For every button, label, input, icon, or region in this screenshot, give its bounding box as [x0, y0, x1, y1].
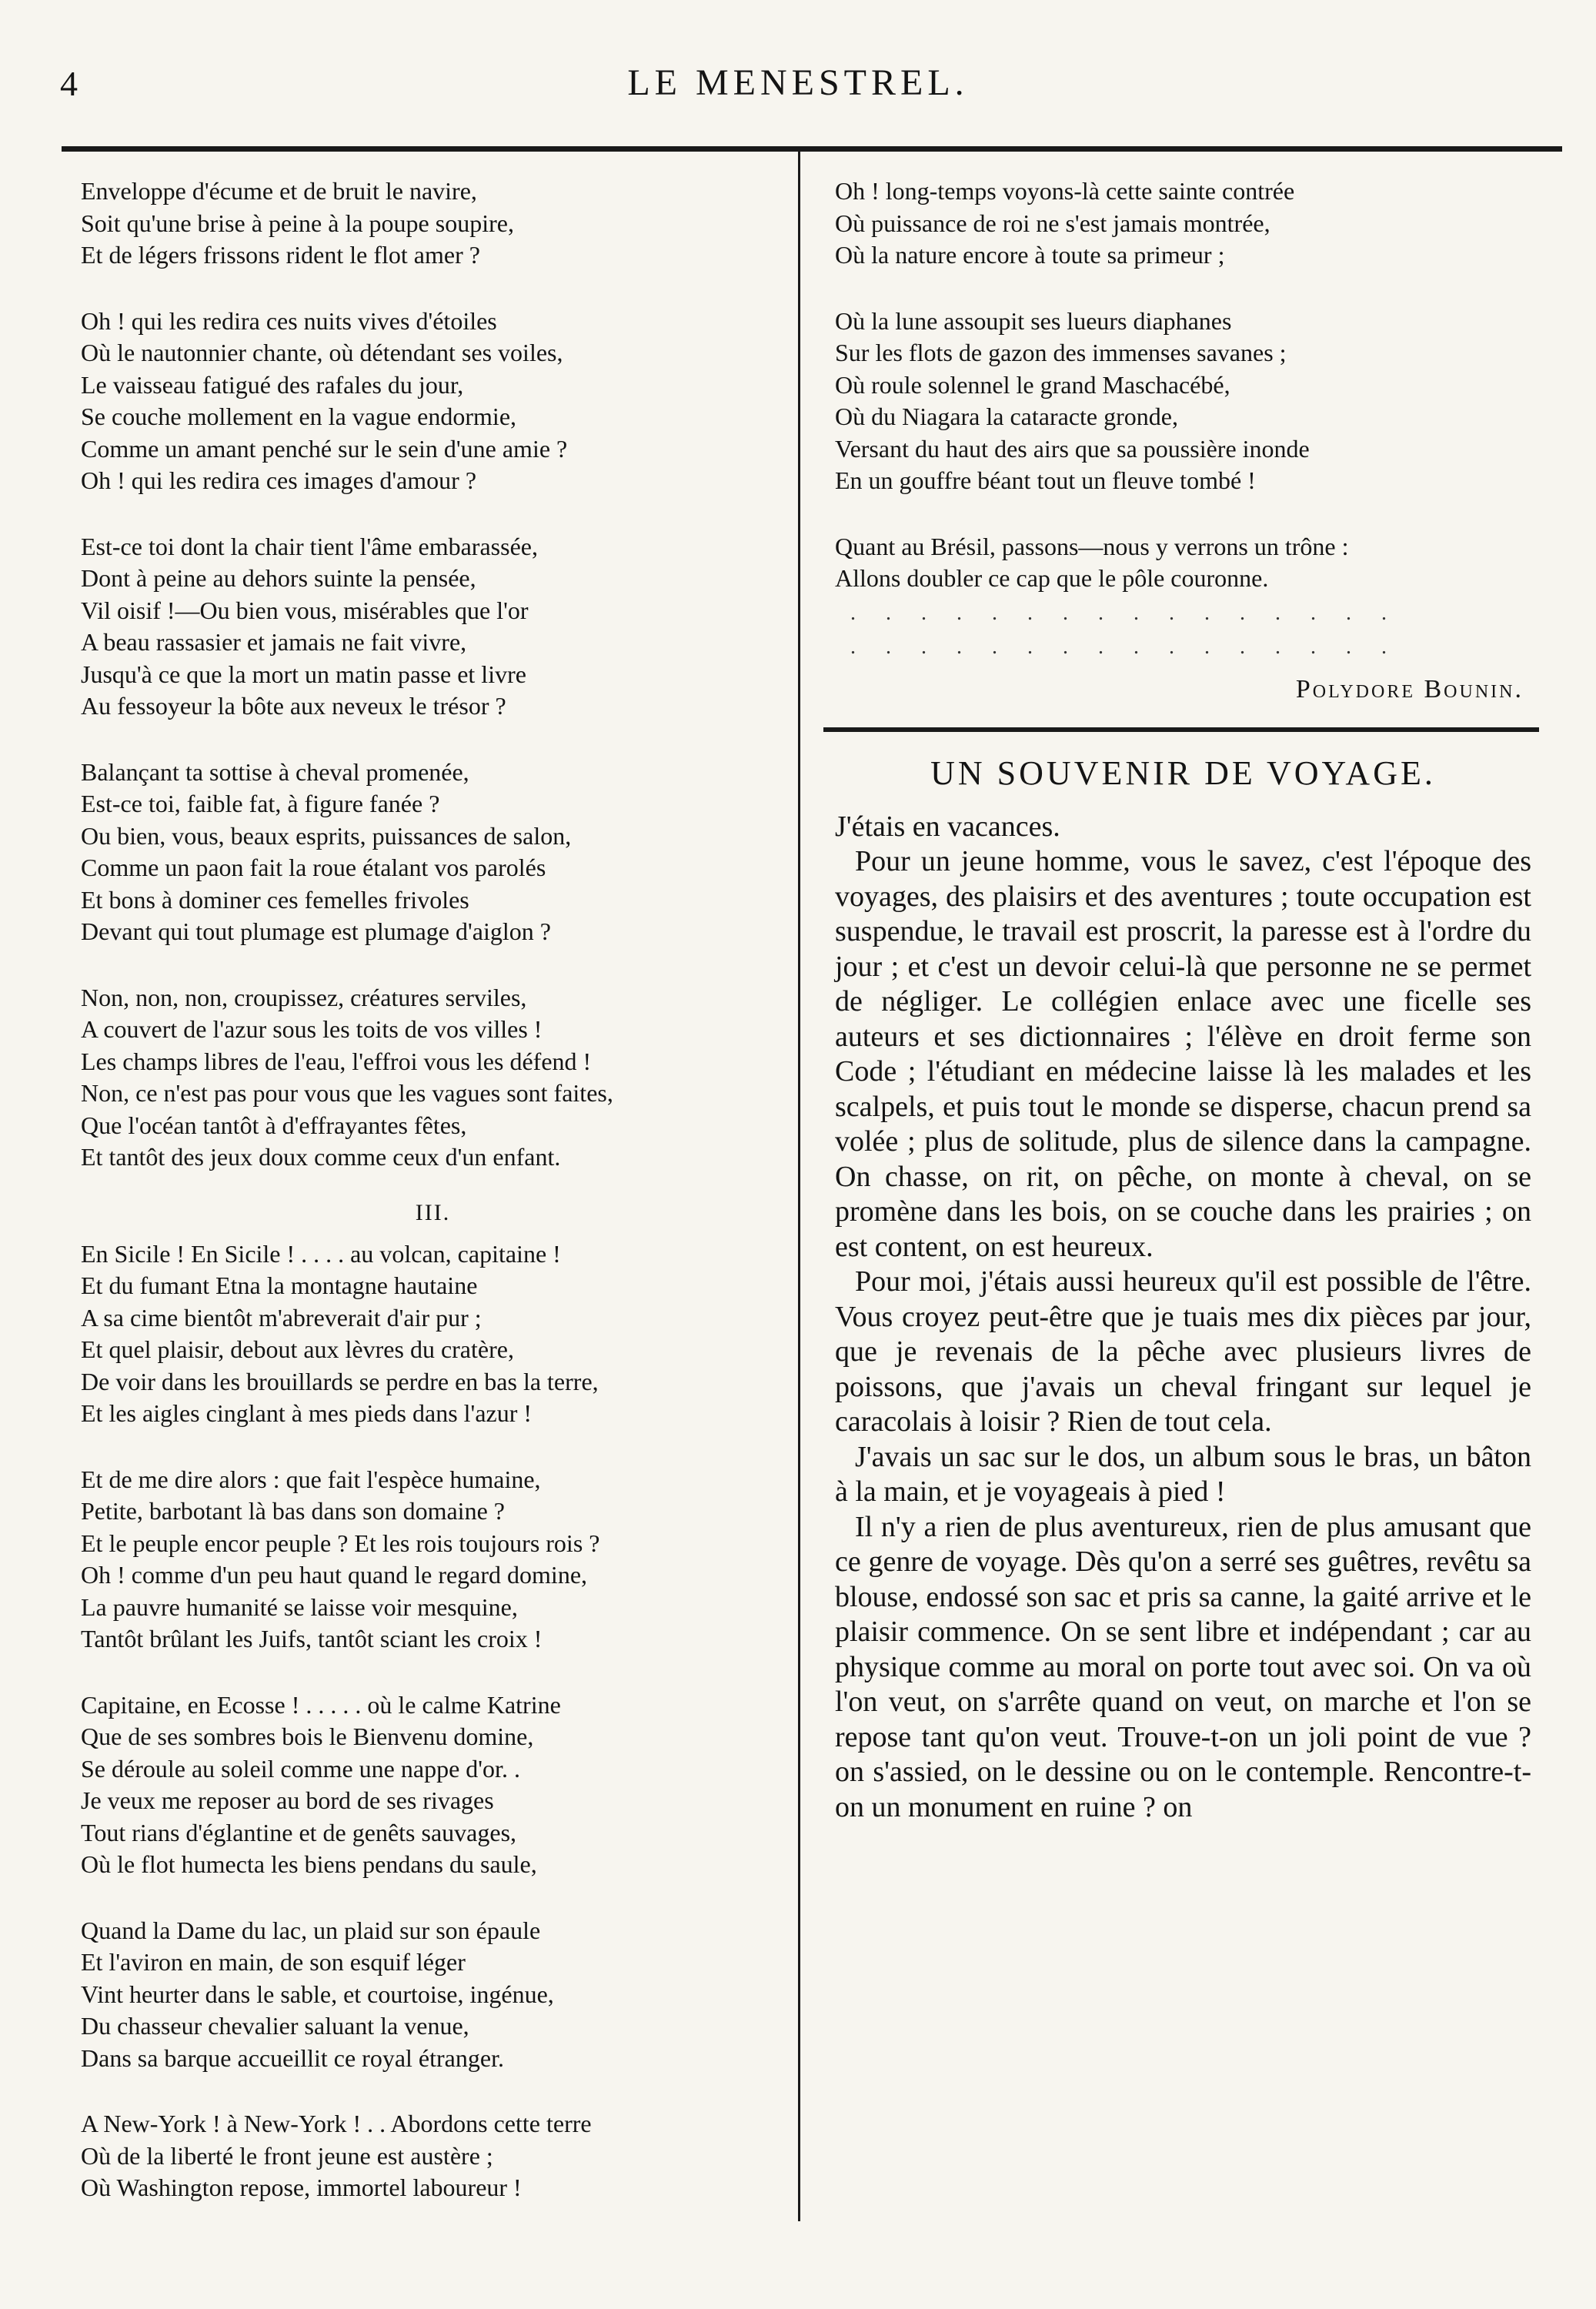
verse-line: Que de ses sombres bois le Bienvenu domine,: [81, 1723, 534, 1750]
verse-line: Oh ! comme d'un peu haut quand le regard domine,: [81, 1561, 588, 1589]
verse-line: Où Washington repose, immortel laboureur !: [81, 2174, 522, 2201]
verse-line: Jusqu'à ce que la mort un matin passe et livre: [81, 660, 526, 688]
verse-line: Se couche mollement en la vague endormie,: [81, 403, 517, 430]
verse-line: Et du fumant Etna la montagne hautaine: [81, 1271, 478, 1299]
article-paragraph: Pour un jeune homme, vous le savez, c'est l'époque des voyages, des plaisirs et des aventures ; toute occupation est suspendue, le travail est proscrit, la paresse est à l'ordre du jour ; et c'est un devoir celui-là que personne ne se permet de négliger. Le collégien enlace avec une ficelle ses auteurs et ses dictionnaires ; l'élève en droit ferme son Code ; l'étudiant en médecine laisse là les malades et les scalpels, et puis tout le monde se disperse, chacun prend sa volée ; plus de solitude, plus de silence dans la campagne. On chasse, on rit, on pêche, on monte à cheval, on se promène dans les bois, on se couche dans les prairies ; on est content, on est heureux.: [835, 845, 1531, 1263]
verse-line: Capitaine, en Ecosse ! . . . . . où le calme Katrine: [81, 1690, 561, 1719]
verse-line: Et tantôt des jeux doux comme ceux d'un enfant.: [81, 1143, 561, 1171]
right-column: [835, 175, 1531, 1825]
verse-line: En Sicile ! En Sicile ! . . . . au volcan, capitaine !: [81, 1239, 561, 1268]
verse-line: Soit qu'une brise à peine à la poupe soupire,: [81, 209, 514, 237]
poem-stanza: [81, 175, 785, 272]
verse-line: Et bons à dominer ces femelles frivoles: [81, 885, 469, 914]
verse-line: Et de légers frissons rident le flot amer ?: [81, 241, 480, 269]
verse-line: Vil oisif !—Ou bien vous, misérables que l'or: [81, 596, 529, 624]
poem-stanza: [835, 175, 1531, 272]
poem-stanza: [835, 531, 1531, 595]
verse-line: Balançant ta sottise à cheval promenée,: [81, 757, 469, 786]
verse-line: Est-ce toi dont la chair tient l'âme embarassée,: [81, 532, 538, 560]
verse-line: Le vaisseau fatigué des rafales du jour,: [81, 370, 464, 399]
article-title: UN SOUVENIR DE VOYAGE.: [930, 754, 1436, 792]
column-divider: [798, 151, 800, 2221]
verse-line: Où puissance de roi ne s'est jamais montrée,: [835, 209, 1270, 237]
verse-line: Enveloppe d'écume et de bruit le navire,: [81, 177, 477, 205]
article-paragraph: J'avais un sac sur le dos, un album sous le bras, un bâton à la main, et je voyageais à pied !: [835, 1440, 1531, 1508]
verse-line: Non, ce n'est pas pour vous que les vagues sont faites,: [81, 1079, 613, 1107]
poem-stanza: [81, 1915, 785, 2075]
verse-line: Petite, barbotant là bas dans son domaine ?: [81, 1497, 505, 1525]
poem-stanza: [81, 982, 785, 1174]
verse-line: De voir dans les brouillards se perdre en bas la terre,: [81, 1367, 599, 1395]
poem-stanza: [81, 306, 785, 497]
verse-line: A sa cime bientôt m'abreverait d'air pur ;: [81, 1303, 482, 1332]
verse-line: Où le flot humecta les biens pendans du saule,: [81, 1850, 537, 1878]
article-separator-rule: [823, 727, 1539, 732]
header-rule: [62, 146, 1562, 152]
verse-line: Oh ! long-temps voyons-là cette sainte contrée: [835, 177, 1295, 205]
verse-line: Comme un amant penché sur le sein d'une amie ?: [81, 434, 568, 463]
verse-line: Vint heurter dans le sable, et courtoise, ingénue,: [81, 1980, 554, 2008]
verse-line: A New-York ! à New-York ! . . Abordons cette terre: [81, 2110, 592, 2137]
verse-line: Dont à peine au dehors suinte la pensée,: [81, 564, 476, 592]
masthead-title: LE MENESTREL.: [627, 62, 969, 103]
verse-line: Sur les flots de gazon des immenses savanes ;: [835, 339, 1287, 366]
verse-line: Comme un paon fait la roue étalant vos parolés: [81, 854, 546, 881]
article-paragraph: Pour moi, j'étais aussi heureux qu'il est possible de l'être. Vous croyez peut-être que je tuais mes dix pièces par jour, que je revenais de la pêche avec plusieurs livres de poissons, que j'avais un cheval fringant sur lequel je caracolais à loisir ? Rien de tout cela.: [835, 1265, 1531, 1438]
poem-stanza: [835, 306, 1531, 497]
verse-line: Et quel plaisir, debout aux lèvres du cratère,: [81, 1335, 514, 1363]
verse-line: Les champs libres de l'eau, l'effroi vous les défend !: [81, 1047, 592, 1075]
section-number: III.: [415, 1199, 451, 1225]
verse-line: Non, non, non, croupissez, créatures serviles,: [81, 983, 527, 1011]
verse-line: Tout rians d'églantine et de genêts sauvages,: [81, 1818, 517, 1846]
verse-line: Devant qui tout plumage est plumage d'aiglon ?: [81, 917, 551, 945]
verse-line: A beau rassasier et jamais ne fait vivre,: [81, 628, 467, 656]
verse-line: Où du Niagara la cataracte gronde,: [835, 403, 1178, 430]
author-signature: Polydore Bounin.: [1295, 674, 1524, 703]
left-column: [81, 175, 785, 2238]
verse-line: Où le nautonnier chante, où détendant ses voiles,: [81, 339, 563, 366]
article-paragraph: J'étais en vacances.: [835, 810, 1060, 843]
verse-line: Ou bien, vous, beaux esprits, puissances de salon,: [81, 821, 572, 850]
verse-line: Je veux me reposer au bord de ses rivages: [81, 1786, 494, 1814]
verse-line: Se déroule au soleil comme une nappe d'or. .: [81, 1754, 520, 1783]
ellipsis-line: . . . . . . . . . . . . . . . .: [850, 634, 1399, 659]
verse-line: Où de la liberté le front jeune est austère ;: [81, 2141, 493, 2170]
verse-line: Quand la Dame du lac, un plaid sur son épaule: [81, 1916, 541, 1944]
verse-line: A couvert de l'azur sous les toits de vos villes !: [81, 1015, 543, 1043]
verse-line: Oh ! qui les redira ces nuits vives d'étoiles: [81, 306, 497, 335]
verse-line: Où la lune assoupit ses lueurs diaphanes: [835, 306, 1232, 335]
verse-line: Versant du haut des airs que sa poussière inonde: [835, 434, 1310, 463]
verse-line: Et de me dire alors : que fait l'espèce humaine,: [81, 1465, 541, 1493]
verse-line: Où la nature encore à toute sa primeur ;: [835, 241, 1225, 269]
verse-line: Que l'océan tantôt à d'effrayantes fêtes,: [81, 1111, 467, 1139]
poem-stanza: [81, 1464, 785, 1656]
verse-line: Du chasseur chevalier saluant la venue,: [81, 2012, 469, 2040]
poem-stanza: [81, 2108, 785, 2204]
verse-line: Allons doubler ce cap que le pôle couronne.: [835, 564, 1269, 592]
poem-stanza: [81, 531, 785, 723]
poem-stanza: [81, 1238, 785, 1430]
page-number: 4: [60, 64, 78, 103]
verse-line: Quant au Brésil, passons—nous y verrons un trône :: [835, 532, 1349, 560]
poem-stanza: [81, 757, 785, 948]
verse-line: Est-ce toi, faible fat, à figure fanée ?: [81, 790, 440, 817]
verse-line: Au fessoyeur la bôte aux neveux le trésor ?: [81, 692, 506, 720]
poem-stanza: [81, 1689, 785, 1881]
verse-line: Où roule solennel le grand Maschacébé,: [835, 370, 1230, 399]
verse-line: Tantôt brûlant les Juifs, tantôt sciant les croix !: [81, 1625, 543, 1652]
ellipsis-line: . . . . . . . . . . . . . . . .: [850, 600, 1399, 625]
verse-line: La pauvre humanité se laisse voir mesquine,: [81, 1592, 518, 1621]
verse-line: Oh ! qui les redira ces images d'amour ?: [81, 466, 477, 494]
article-paragraph: Il n'y a rien de plus aventureux, rien de plus amusant que ce genre de voyage. Dès qu'on a serré ses guêtres, revêtu sa blouse, endossé son sac et pris sa canne, la gaité arrive et le plaisir commence. On se sent libre et indépendant ; car au physique comme au moral on porte tout avec soi. On va où l'on veut, on s'arrête quand on veut, on marche et l'on se repose tant qu'on veut. Trouve-t-on un joli point de vue ? on s'assied, on le dessine ou on le contemple. Rencontre-t-on un monument en ruine ? on: [835, 1510, 1531, 1823]
verse-line: Dans sa barque accueillit ce royal étranger.: [81, 2043, 504, 2072]
verse-line: Et l'aviron en main, de son esquif léger: [81, 1948, 466, 1976]
verse-line: Et le peuple encor peuple ? Et les rois toujours rois ?: [81, 1529, 600, 1557]
verse-line: Et les aigles cinglant à mes pieds dans l'azur !: [81, 1399, 533, 1427]
verse-line: En un gouffre béant tout un fleuve tombé !: [835, 466, 1256, 494]
